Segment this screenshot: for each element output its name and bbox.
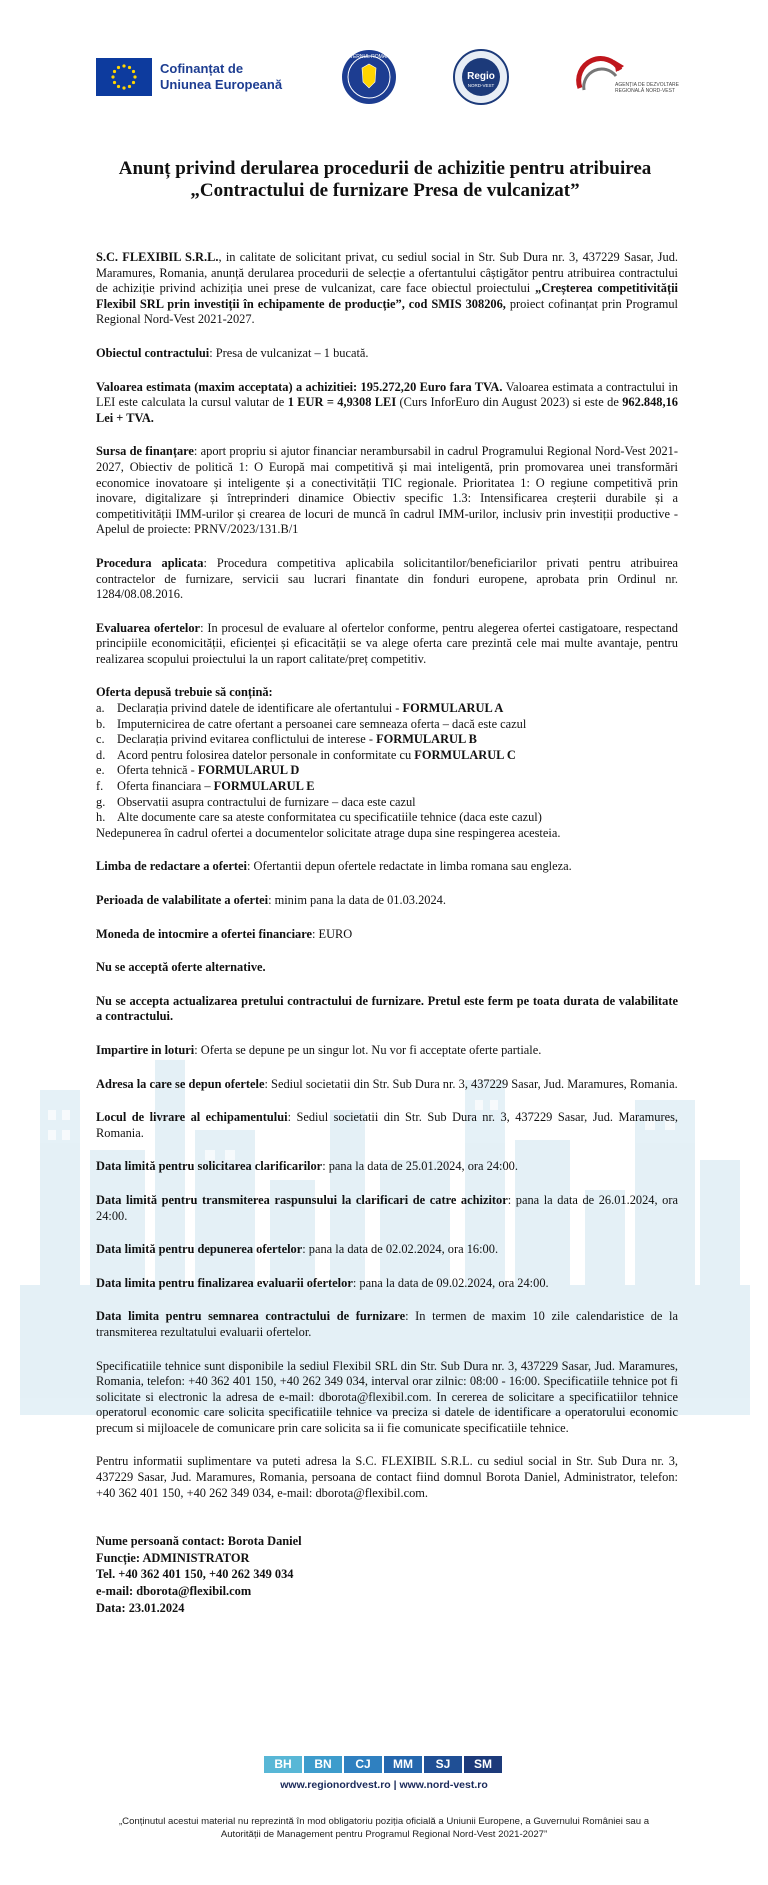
loturi-text: : Oferta se depune pe un singur lot. Nu vor fi acceptate oferte partiale. (194, 1042, 542, 1057)
item-text: Alte documente care sa ateste conformitatea cu specificatiile tehnice (daca este cazul) (117, 810, 542, 825)
gov-logo-text: GUVERNUL ROMÂNIEI (342, 54, 396, 60)
oferta-section (96, 685, 678, 841)
regio-logo-sub: NORD-VEST (467, 83, 495, 88)
page-footer (0, 1755, 768, 1841)
perioada-label: Perioada de valabilitate a ofertei (96, 893, 269, 907)
oferta-heading: Oferta depusă trebuie să conțină: (96, 685, 273, 700)
item-text: Declarația privind evitarea conflictului de interese - (117, 732, 377, 747)
depunere-label: Data limită pentru depunerea ofertelor (96, 1242, 303, 1257)
county-badge: BN (304, 1756, 342, 1773)
exchange-rate: 1 EUR = 4,9308 LEI (287, 395, 397, 410)
clarificari-label: Data limită pentru solicitarea clarificarilor (96, 1159, 323, 1174)
loturi-paragraph (96, 1043, 678, 1059)
adr-nord-vest-logo (570, 48, 680, 110)
list-item (96, 732, 678, 748)
locul-text: : Sediul societatii din Str. Sub Dura nr. 3, 437229 Sasar, Jud. Maramures, Romania. (96, 1110, 678, 1140)
county-badge: SJ (424, 1756, 462, 1773)
limba-text: : Ofertantii depun ofertele redactate in limba romana sau engleza. (246, 859, 572, 874)
intro-paragraph (96, 250, 678, 328)
depunere-text: : pana la data de 02.02.2024, ora 16:00. (302, 1242, 499, 1257)
list-item (96, 701, 678, 717)
obiect-label: Obiectul contractului (96, 345, 210, 360)
county-badge: BH (264, 1756, 302, 1773)
moneda-paragraph (96, 927, 678, 943)
semnare-paragraph (96, 1309, 678, 1340)
footer-disclaimer: „Conținutul acestui material nu reprezintă în mod obligatoriu poziția oficială a Uniunii Europene, a Guvernului României sau a Autorității de Management pentru Programul Regional Nord-Vest 2021-2027” (118, 1816, 650, 1840)
item-text: Imputernicirea de catre ofertant a persoanei care semneaza oferta – dacă este cazul (117, 716, 527, 731)
finalizare-paragraph (96, 1276, 678, 1292)
county-bar (264, 1756, 504, 1773)
valoare-paragraph (96, 380, 678, 427)
adr-logo-text: AGENȚIA DE DEZVOLTARE REGIONALĂ NORD-VEST (615, 82, 679, 94)
alternative-paragraph (96, 960, 678, 976)
list-item (96, 779, 678, 795)
footer-websites[interactable]: www.regionordvest.ro | www.nord-vest.ro (280, 1779, 488, 1791)
valoare-total: 962.848,16 Lei + TVA. (96, 395, 678, 425)
eu-logo-line1: Cofinanțat de (160, 61, 244, 76)
procedura-paragraph (96, 556, 678, 603)
adresa-label: Adresa la care se depun ofertele (96, 1076, 265, 1091)
locul-label: Locul de livrare al echipamentului (96, 1110, 288, 1125)
eu-cofinancing-logo (96, 58, 282, 96)
county-badge: MM (384, 1756, 422, 1773)
contact-email: e-mail: dborota@flexibil.com (96, 1584, 252, 1599)
item-text: Oferta financiara – (117, 779, 214, 794)
moneda-text: : EURO (311, 926, 353, 941)
valoare-label: Valoarea estimata (maxim acceptata) a achizitiei: 195.272,20 Euro fara TVA. (96, 379, 503, 394)
contact-name: Nume persoană contact: Borota Daniel (96, 1534, 302, 1549)
regio-nord-vest-logo (452, 48, 510, 106)
regio-logo-text: Regio (467, 71, 495, 82)
contact-function: Funcție: ADMINISTRATOR (96, 1550, 250, 1565)
contact-date: Data: 23.01.2024 (96, 1600, 185, 1615)
announcement-body (96, 250, 678, 1616)
finalizare-label: Data limita pentru finalizarea evaluarii ofertelor (96, 1275, 353, 1290)
adresa-text: : Sediul societatii din Str. Sub Dura nr. 3, 437229 Sasar, Jud. Maramures, Romania. (264, 1076, 678, 1091)
item-letter: e. (96, 763, 105, 778)
contact-signature (96, 1533, 678, 1616)
limba-paragraph (96, 859, 678, 875)
alternative-text: Nu se acceptă oferte alternative. (96, 960, 266, 975)
specificatii-paragraph: Specificatiile tehnice sunt disponibile la sediul Flexibil SRL din Str. Sub Dura nr. 3, 437229 Sasar, Jud. Maramures, Romania, telefon: +40 362 401 150, +40 262 349 034, interval orar zilnic: 08:00 - 16:00. Specificatiile tehnice pot fi solicitate si electronic la adresa de e-mail: dborota@flexibil.com. In cererea de solicitare a specificatiilor tehnice operatorul economic care solicita specificatiile tehnice va preciza si datele de identificare a operatorului economic precum si mijloacele de comunicare prin care solicita sa ii fie comunicate specificatiile tehnice. (96, 1358, 678, 1435)
item-form: FORMULARUL B (376, 732, 477, 747)
eu-logo-line2: Uniunea Europeană (160, 77, 283, 92)
sursa-paragraph (96, 444, 678, 538)
sursa-label: Sursa de finanțare (96, 444, 194, 459)
item-letter: f. (96, 779, 104, 794)
item-form: FORMULARUL C (414, 747, 516, 762)
evaluarea-paragraph (96, 621, 678, 668)
item-letter: a. (96, 701, 105, 716)
list-item (96, 795, 678, 811)
actualizare-paragraph (96, 994, 678, 1025)
limba-label: Limba de redactare a ofertei (96, 859, 247, 874)
project-name: „Creșterea competitivității Flexibil SRL prin investiții în echipamente de producție”, cod SMIS 308206, (96, 281, 679, 311)
eu-flag-icon (96, 58, 152, 96)
list-item (96, 763, 678, 779)
semnare-text: : In termen de maxim 10 zile calendaristice de la transmiterea rezultatului evaluarii ofertelor. (96, 1309, 678, 1339)
clarificari-text: : pana la data de 25.01.2024, ora 24:00. (322, 1159, 518, 1174)
evaluarea-text: : In procesul de evaluare al ofertelor conforme, pentru alegerea ofertei castigatoare, respectand principiile economicității, eficienței și eficacității se va alege oferta care prezintă cele mai multe avantaje, pentru realizarea scopului proiectului la un raport calitate/preț competitiv. (96, 620, 678, 666)
semnare-label: Data limita pentru semnarea contractului de furnizare (96, 1309, 406, 1324)
item-letter: c. (96, 732, 105, 747)
county-badge: CJ (344, 1756, 382, 1773)
item-text: Declarația privind datele de identificare ale ofertantului - (117, 701, 403, 716)
intro-text2: proiect cofinanțat prin Programul Regional Nord-Vest 2021-2027. (96, 296, 678, 327)
raspuns-paragraph (96, 1193, 678, 1224)
depunere-paragraph (96, 1242, 678, 1258)
perioada-text: : minim pana la data de 01.03.2024. (268, 893, 446, 907)
obiect-paragraph (96, 346, 678, 362)
valoare-text2: (Curs InforEuro din August 2023) si este de (396, 395, 623, 410)
locul-paragraph (96, 1110, 678, 1141)
item-form: FORMULARUL A (402, 701, 504, 716)
page-title (80, 158, 690, 202)
sursa-text: : aport propriu si ajutor financiar nerambursabil in cadrul Programului Regional Nord-Vest 2021-2027, Obiectiv de politică 1: O Europă mai competitivă și mai inteligentă, prin promovarea unei transformări economice inovatoare și inteligente și a conectivității TIC regionale. Prioritatea 1: O regiune competitivă prin inovare, digitalizare și întreprinderi dinamice Obiectiv specific 1.3: Intensificarea creșterii durabile și a competitivității IMM-urilor și crearea de locuri de muncă în cadrul IMM-urilor, inclusiv prin investiții productive - Apelul de proiecte: PRNV/2023/131.B/1 (96, 444, 678, 537)
item-text: Oferta tehnică - (117, 763, 198, 778)
list-item (96, 748, 678, 764)
intro-text1: , in calitate de solicitant privat, cu sediul social in Str. Sub Dura nr. 3, 437229 Sasar, Jud. Maramures, Romania, anunță derularea procedurii de selecție a ofertantului câștigător pentru atribuirea contractului de achiziție privind achiziția unei prese de vulcanizat, care face obiectul proiectului (96, 250, 678, 296)
title-line2: „Contractului de furnizare Presa de vulcanizat” (190, 180, 580, 201)
item-letter: b. (96, 716, 106, 731)
adresa-paragraph (96, 1077, 678, 1093)
finalizare-text: : pana la data de 09.02.2024, ora 24:00. (352, 1275, 549, 1290)
list-item (96, 810, 678, 826)
item-text: Acord pentru folosirea datelor personale in conformitate cu (117, 747, 415, 762)
item-text: Observatii asupra contractului de furnizare – daca este cazul (117, 794, 416, 809)
logo-bar (0, 44, 768, 114)
item-form: FORMULARUL D (197, 763, 300, 778)
clarificari-paragraph (96, 1159, 678, 1175)
title-line1: Anunț privind derularea procedurii de achizitie pentru atribuirea (118, 158, 652, 179)
contact-phone: Tel. +40 362 401 150, +40 262 349 034 (96, 1567, 294, 1582)
actualizare-text: Nu se accepta actualizarea pretului contractului de furnizare. Pretul este ferm pe toata durata de valabilitate a contractului. (96, 993, 678, 1024)
company-name: S.C. FLEXIBIL S.R.L. (96, 250, 219, 264)
perioada-paragraph (96, 893, 678, 909)
county-badge: SM (464, 1756, 502, 1773)
procedura-label: Procedura aplicata (96, 555, 204, 570)
item-letter: h. (96, 810, 106, 825)
oferta-list (96, 701, 678, 826)
oferta-footnote: Nedepunerea în cadrul ofertei a documentelor solicitate atrage dupa sine respingerea acesteia. (96, 825, 561, 840)
obiect-text: : Presa de vulcanizat – 1 bucată. (209, 345, 369, 360)
item-form: FORMULARUL E (213, 779, 315, 794)
item-letter: g. (96, 794, 106, 809)
evaluarea-label: Evaluarea ofertelor (96, 620, 201, 635)
informatii-paragraph: Pentru informatii suplimentare va puteti adresa la S.C. FLEXIBIL S.R.L. cu sediul social in Str. Sub Dura nr. 3, 437229 Sasar, Jud. Maramures, Romania, persoana de contact fiind domnul Borota Daniel, Administrator, telefon: +40 362 401 150, +40 262 349 034, e-mail: dborota@flexibil.com. (96, 1454, 678, 1500)
procedura-text: : Procedura competitiva aplicabila solicitantilor/beneficiarilor privati pentru atribuirea contractelor de furnizare, servicii sau lucrari finantate din fonduri europene, aprobata prin Ordinul nr. 1284/08.08.2016. (96, 555, 678, 602)
item-letter: d. (96, 747, 106, 762)
list-item (96, 717, 678, 733)
government-romania-logo (340, 48, 398, 106)
loturi-label: Impartire in loturi (96, 1042, 195, 1057)
moneda-label: Moneda de intocmire a ofertei financiare (96, 926, 312, 941)
valoare-text1: Valoarea estimata a contractului in LEI este calculata la cursul valutar de (96, 379, 679, 410)
raspuns-label: Data limită pentru transmiterea raspunsului la clarificari de catre achizitor (96, 1192, 508, 1207)
raspuns-text: : pana la data de 26.01.2024, ora 24:00. (96, 1192, 678, 1223)
